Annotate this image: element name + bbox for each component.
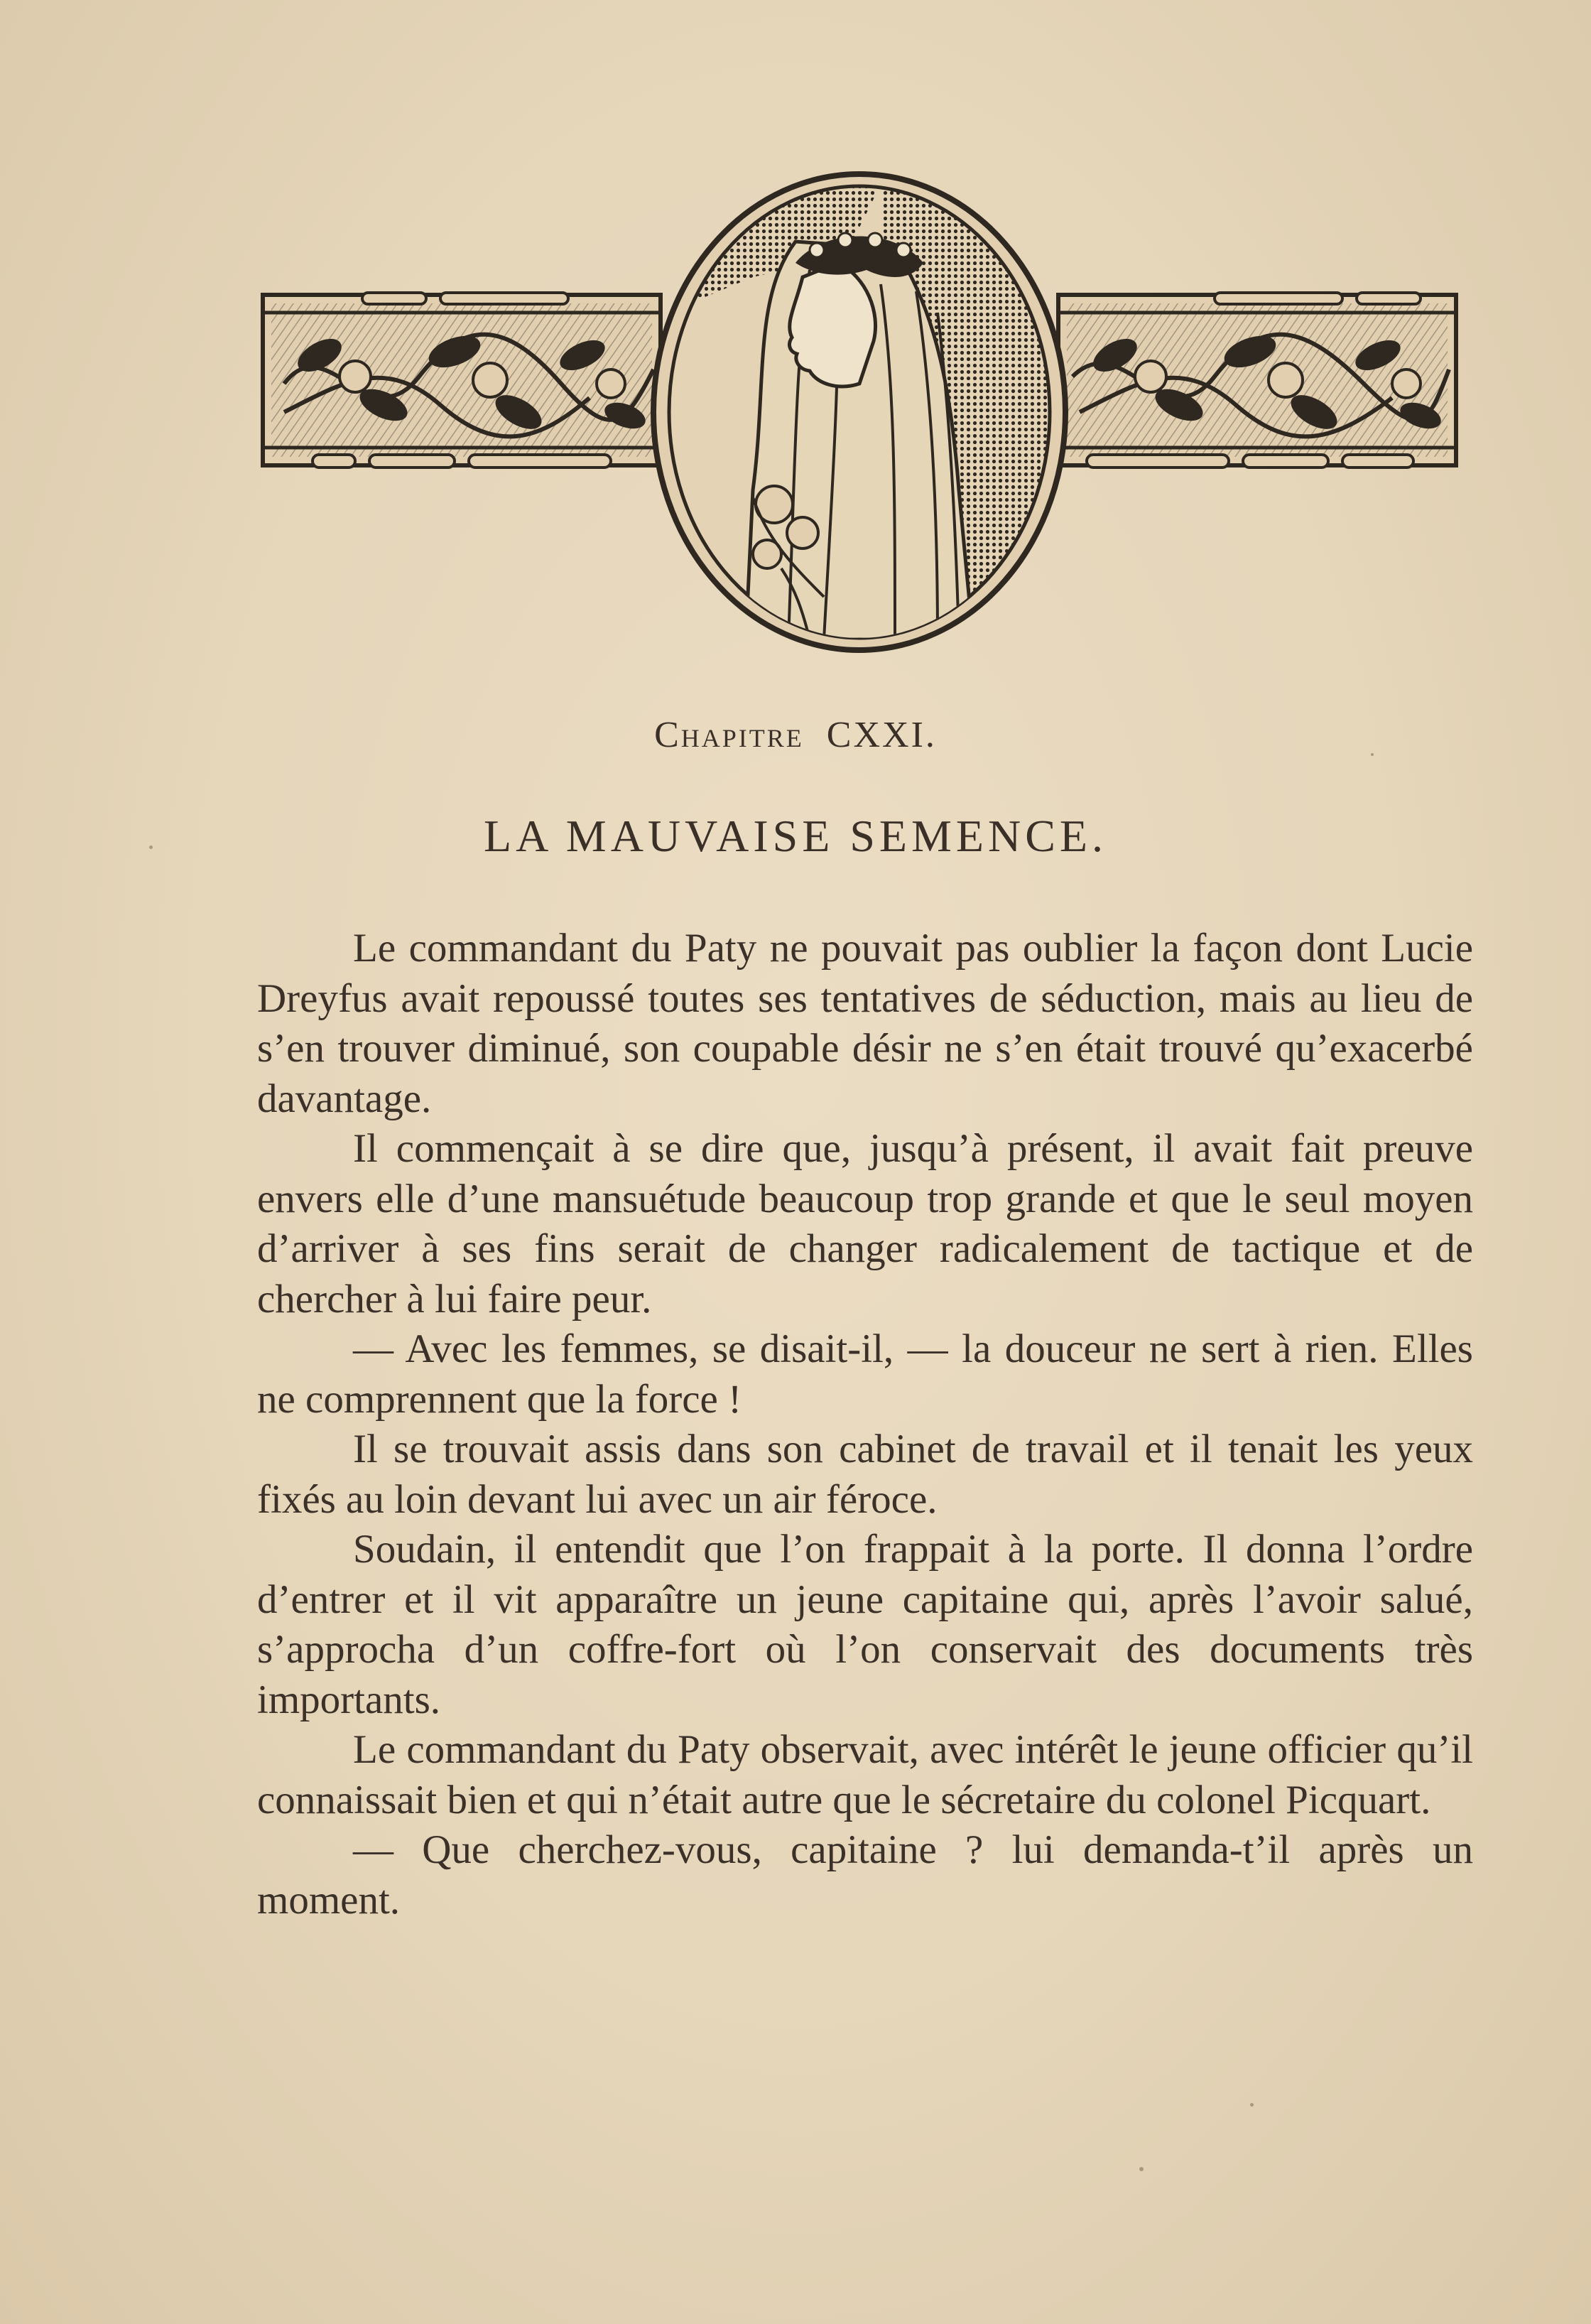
paper-speck: [1371, 753, 1374, 756]
paragraph: — Que cherchez-vous, capitaine ? lui demanda-t’il après un moment.: [257, 1827, 1473, 1923]
paper-speck: [1139, 2167, 1144, 2171]
chapter-title: LA MAUVAISE SEMENCE.: [484, 811, 1107, 861]
chapter-label: Chapitre: [654, 715, 804, 755]
chapter-heading: [0, 714, 1591, 756]
paper-speck: [149, 845, 153, 849]
paragraph: Il se trouvait assis dans son cabinet de travail et il tenait les yeux fixés au loin devant lui avec un air féroce.: [257, 1427, 1473, 1522]
paper-speck: [1250, 2103, 1254, 2107]
right-floral-band: [1058, 293, 1456, 467]
paragraph: Le commandant du Paty ne pouvait pas oublier la façon dont Lucie Dreyfus avait repoussé toutes ses tentatives de séduction, mais au lieu de s’en trouver diminué, son coupable désir ne s’en était trouvé qu’exacerbé davantage.: [257, 926, 1473, 1121]
body-text: [257, 924, 1473, 1925]
portrait-medallion: [653, 174, 1094, 650]
left-floral-band: [263, 293, 661, 467]
paragraph: Le commandant du Paty observait, avec intérêt le jeune officier qu’il connaissait bien et qui n’était autre que le sécretaire du colonel Picquart.: [257, 1727, 1473, 1822]
paragraph: Soudain, il entendit que l’on frappait à la porte. Il donna l’ordre d’entrer et il vit apparaître un jeune capitaine qui, après l’avoir salué, s’approcha d’un coffre-fort où l’on conservait des documents très importants.: [257, 1527, 1473, 1722]
chapter-number: CXXI.: [826, 715, 937, 755]
paragraph: — Avec les femmes, se disait-il, — la douceur ne sert à rien. Elles ne comprennent que la force !: [257, 1326, 1473, 1422]
headpiece-vignette: [256, 171, 1463, 654]
paragraph: Il commençait à se dire que, jusqu’à présent, il avait fait preuve envers elle d’une mansuétude beaucoup trop grande et que le seul moyen d’arriver à ses fins serait de changer radicalement de tactique et de chercher à lui faire peur.: [257, 1126, 1473, 1322]
